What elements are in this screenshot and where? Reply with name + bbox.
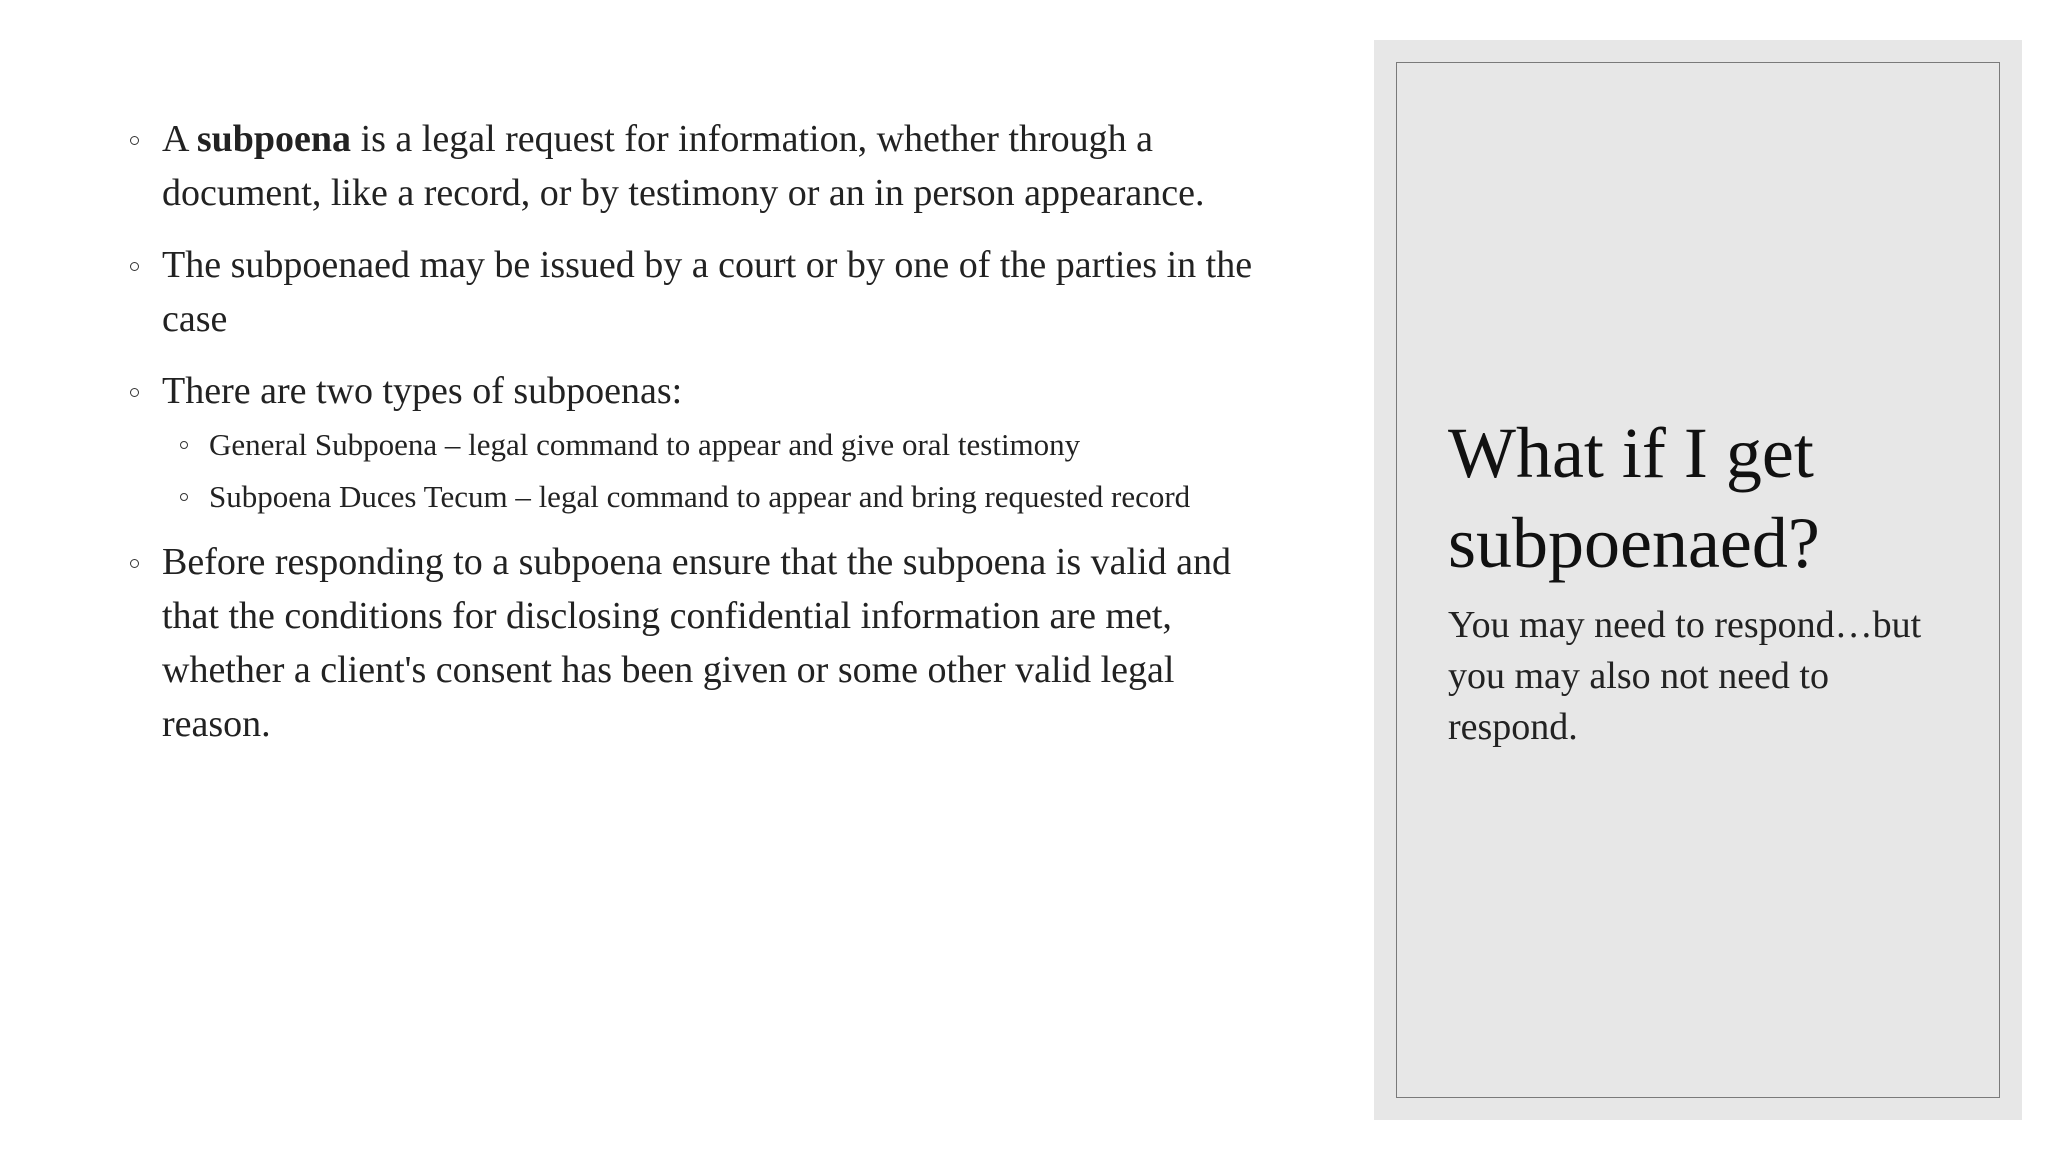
side-panel [1374, 40, 2022, 1120]
bullet-list [132, 112, 1272, 769]
slide-subtitle: You may need to respond…but you may also not need to respond. [1448, 604, 1922, 748]
slide-title: What if I get subpoenaed? [1448, 413, 1820, 583]
bullet-before-responding [132, 535, 1272, 751]
sub-bullet-general-subpoena: General Subpoena – legal command to appear and give oral testimony [162, 424, 1209, 465]
bullet-suffix: is a legal request for information, whether through a document, like a record, or by testimony or an in person appearance. [162, 118, 1205, 214]
bullet-issuer [132, 238, 1272, 346]
bullet-text: The subpoenaed may be issued by a court or by one of the parties in the case [162, 244, 1253, 340]
bullet-text: Before responding to a subpoena ensure that the subpoena is valid and that the conditions for disclosing confidential information are met, whether a client's consent has been given or some other valid legal reason. [162, 541, 1231, 745]
bullet-bold-term: subpoena [196, 118, 352, 160]
sub-bullet-list [162, 424, 1272, 517]
bullet-types [132, 364, 1272, 517]
bullet-prefix: A [162, 118, 197, 160]
bullet-subpoena-definition [132, 112, 1272, 220]
sub-bullet-duces-tecum: Subpoena Duces Tecum – legal command to appear and bring requested record [162, 476, 1209, 517]
bullet-text: There are two types of subpoenas: [162, 370, 683, 412]
